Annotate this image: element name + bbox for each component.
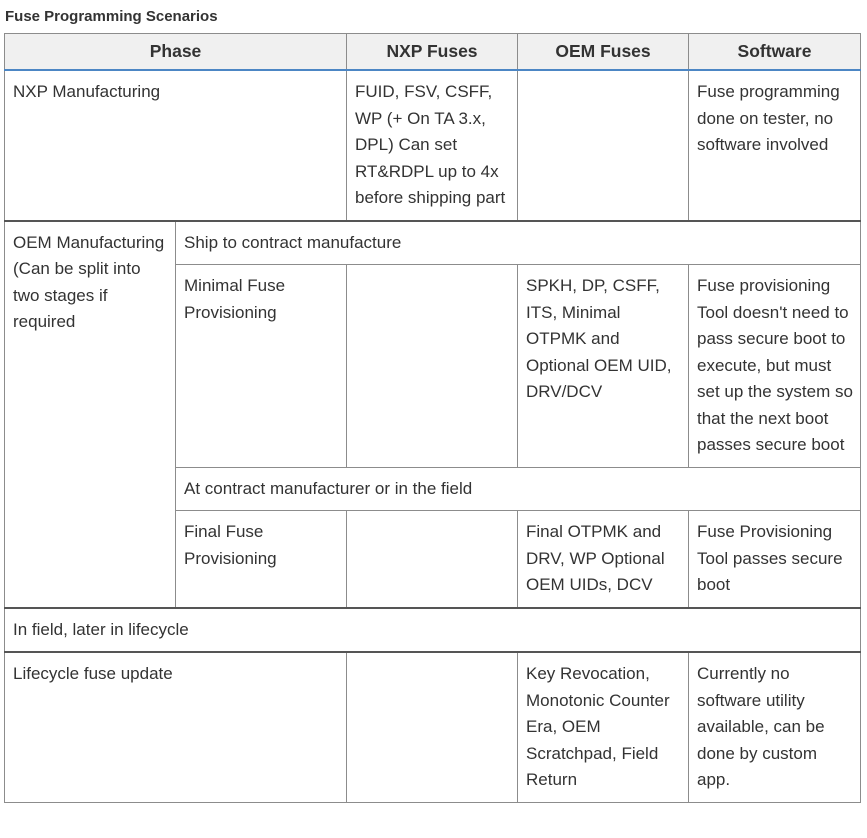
- cell-oem-fuses-minimal: SPKH, DP, CSFF, ITS, Minimal OTPMK and Optional OEM UID, DRV/DCV: [518, 265, 689, 468]
- cell-in-field: In field, later in lifecycle: [5, 608, 861, 653]
- cell-at-contract: At contract manufacturer or in the field: [176, 467, 861, 511]
- header-nxp-fuses: NXP Fuses: [347, 34, 518, 71]
- table-row: [5, 221, 861, 265]
- cell-oem-fuses-lifecycle: Key Revocation, Monotonic Counter Era, OEM Scratchpad, Field Return: [518, 652, 689, 802]
- cell-ship-to-contract: Ship to contract manufacture: [176, 221, 861, 265]
- cell-software-nxp-manufacturing: Fuse programming done on tester, no software involved: [689, 70, 861, 221]
- cell-software-minimal: Fuse provisioning Tool doesn't need to pass secure boot to execute, but must set up the system so that the next boot passes secure boot: [689, 265, 861, 468]
- table-caption: Fuse Programming Scenarios: [5, 8, 218, 25]
- cell-nxp-fuses-lifecycle: [347, 652, 518, 802]
- cell-phase-lifecycle: Lifecycle fuse update: [5, 652, 347, 802]
- cell-stage-minimal: Minimal Fuse Provisioning: [176, 265, 347, 468]
- cell-nxp-fuses-nxp-manufacturing: FUID, FSV, CSFF, WP (+ On TA 3.x, DPL) Can set RT&RDPL up to 4x before shipping part: [347, 70, 518, 221]
- cell-software-lifecycle: Currently no software utility available, can be done by custom app.: [689, 652, 861, 802]
- cell-stage-final: Final Fuse Provisioning: [176, 511, 347, 608]
- cell-phase-nxp-manufacturing: NXP Manufacturing: [5, 70, 347, 221]
- cell-nxp-fuses-minimal: [347, 265, 518, 468]
- table-row: [5, 652, 861, 802]
- cell-oem-fuses-nxp-manufacturing: [518, 70, 689, 221]
- header-software: Software: [689, 34, 861, 71]
- fuse-scenarios-table: [4, 33, 861, 803]
- table-row: [5, 70, 861, 221]
- cell-software-final: Fuse Provisioning Tool passes secure boot: [689, 511, 861, 608]
- cell-oem-fuses-final: Final OTPMK and DRV, WP Optional OEM UIDs, DCV: [518, 511, 689, 608]
- header-phase: Phase: [5, 34, 347, 71]
- cell-nxp-fuses-final: [347, 511, 518, 608]
- cell-phase-oem-manufacturing: OEM Manufacturing (Can be split into two stages if required: [5, 221, 176, 608]
- table-row: [5, 608, 861, 653]
- header-oem-fuses: OEM Fuses: [518, 34, 689, 71]
- header-row: [5, 34, 861, 71]
